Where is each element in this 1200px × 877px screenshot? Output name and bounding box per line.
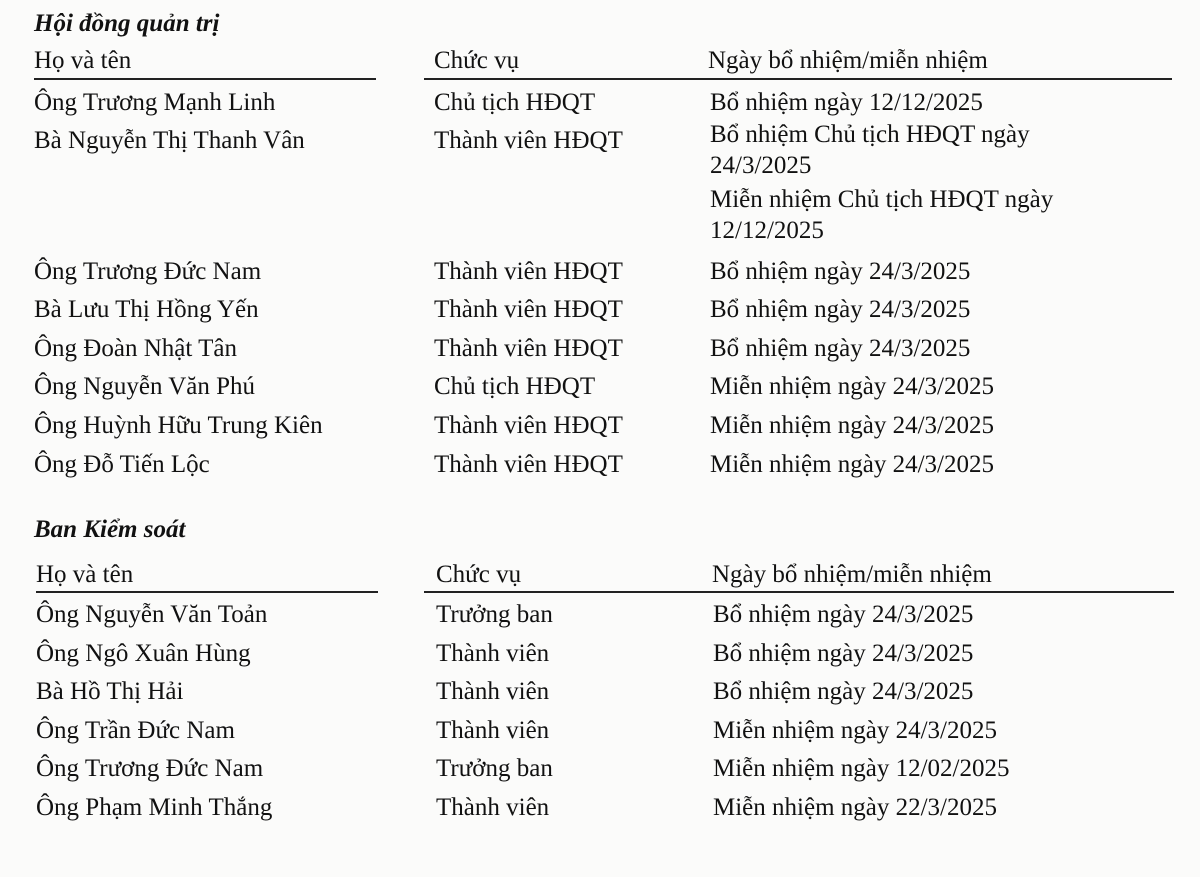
section-title-board: Hội đồng quản trị bbox=[34, 10, 220, 37]
member-name: Ông Trương Mạnh Linh bbox=[34, 89, 276, 116]
header-dates: Ngày bổ nhiệm/miễn nhiệm bbox=[712, 561, 992, 588]
member-date: Miễn nhiệm ngày 12/02/2025 bbox=[713, 755, 1010, 782]
member-position: Thành viên bbox=[436, 640, 550, 667]
header-name: Họ và tên bbox=[36, 561, 134, 588]
header-dates: Ngày bổ nhiệm/miễn nhiệm bbox=[708, 47, 988, 74]
member-date: Bổ nhiệm ngày 24/3/2025 bbox=[710, 335, 971, 362]
member-position: Thành viên HĐQT bbox=[434, 412, 623, 439]
header-rule-position-dates bbox=[424, 78, 1172, 80]
member-name: Ông Ngô Xuân Hùng bbox=[36, 640, 251, 667]
member-date: Bổ nhiệm ngày 24/3/2025 bbox=[710, 296, 971, 323]
member-date: Bổ nhiệm ngày 24/3/2025 bbox=[710, 258, 971, 285]
member-name: Bà Nguyễn Thị Thanh Vân bbox=[34, 127, 305, 154]
member-name: Ông Đỗ Tiến Lộc bbox=[34, 451, 210, 478]
member-date: Bổ nhiệm ngày 24/3/2025 bbox=[713, 678, 974, 705]
member-position: Chủ tịch HĐQT bbox=[434, 89, 596, 116]
member-name: Ông Đoàn Nhật Tân bbox=[34, 335, 237, 362]
member-date: Bổ nhiệm ngày 12/12/2025 bbox=[710, 89, 983, 116]
member-position: Thành viên bbox=[436, 678, 550, 705]
member-position: Thành viên HĐQT bbox=[434, 451, 623, 478]
section-title-supervisory: Ban Kiểm soát bbox=[34, 516, 186, 543]
member-name: Ông Trương Đức Nam bbox=[34, 258, 262, 285]
member-name: Ông Huỳnh Hữu Trung Kiên bbox=[34, 412, 323, 439]
member-name: Ông Nguyễn Văn Toản bbox=[36, 601, 268, 628]
member-date: Bổ nhiệm Chủ tịch HĐQT ngày bbox=[710, 121, 1030, 148]
member-position: Thành viên HĐQT bbox=[434, 127, 623, 154]
member-position: Chủ tịch HĐQT bbox=[434, 373, 596, 400]
member-position: Trưởng ban bbox=[436, 755, 553, 782]
member-date: 24/3/2025 bbox=[710, 152, 812, 179]
member-name: Ông Nguyễn Văn Phú bbox=[34, 373, 256, 400]
header-position: Chức vụ bbox=[436, 561, 522, 588]
member-name: Ông Trần Đức Nam bbox=[36, 717, 235, 744]
member-date: 12/12/2025 bbox=[710, 217, 824, 244]
member-position: Trưởng ban bbox=[436, 601, 553, 628]
header-position: Chức vụ bbox=[434, 47, 520, 74]
member-name: Ông Phạm Minh Thắng bbox=[36, 794, 273, 821]
member-name: Ông Trương Đức Nam bbox=[36, 755, 264, 782]
member-position: Thành viên bbox=[436, 794, 550, 821]
header-name: Họ và tên bbox=[34, 47, 132, 74]
member-date: Bổ nhiệm ngày 24/3/2025 bbox=[713, 601, 974, 628]
member-date: Miễn nhiệm ngày 22/3/2025 bbox=[713, 794, 997, 821]
header-rule-name bbox=[34, 78, 376, 80]
header-rule-position-dates bbox=[424, 591, 1174, 593]
member-date: Miễn nhiệm ngày 24/3/2025 bbox=[713, 717, 997, 744]
member-position: Thành viên HĐQT bbox=[434, 296, 623, 323]
member-date: Miễn nhiệm Chủ tịch HĐQT ngày bbox=[710, 186, 1054, 213]
member-date: Miễn nhiệm ngày 24/3/2025 bbox=[710, 451, 994, 478]
member-name: Bà Lưu Thị Hồng Yến bbox=[34, 296, 259, 323]
member-date: Miễn nhiệm ngày 24/3/2025 bbox=[710, 373, 994, 400]
member-position: Thành viên HĐQT bbox=[434, 335, 623, 362]
member-position: Thành viên HĐQT bbox=[434, 258, 623, 285]
member-date: Miễn nhiệm ngày 24/3/2025 bbox=[710, 412, 994, 439]
member-position: Thành viên bbox=[436, 717, 550, 744]
header-rule-name bbox=[36, 591, 378, 593]
member-name: Bà Hồ Thị Hải bbox=[36, 678, 184, 705]
member-date: Bổ nhiệm ngày 24/3/2025 bbox=[713, 640, 974, 667]
